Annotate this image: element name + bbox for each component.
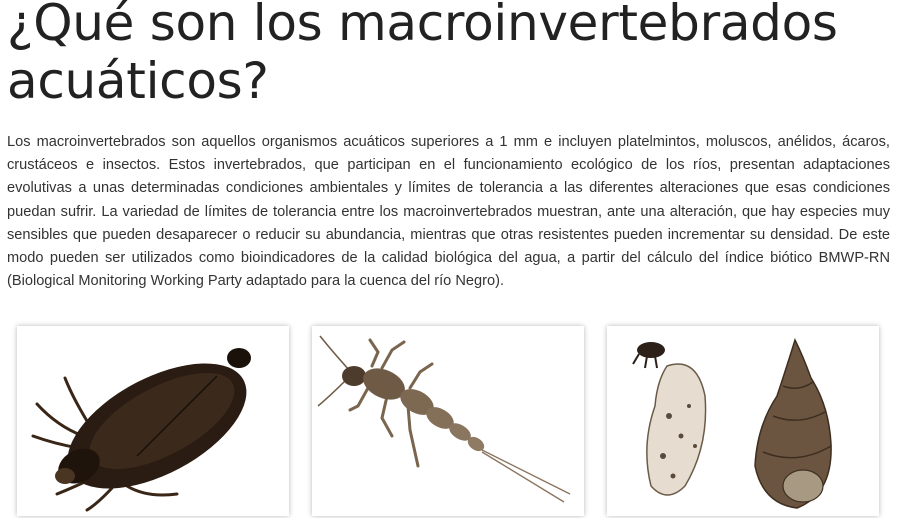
diving-beetle-icon: [17, 326, 289, 516]
gallery-card-larva-snail[interactable]: [607, 326, 879, 516]
intro-paragraph: Los macroinvertebrados son aquellos organismos acuáticos superiores a 1 mm e incluyen platelmintos, moluscos, anélidos, ácaros, crustáceos e insectos. Estos invertebrados, que participan en el funcionamiento ecológico de los ríos, presentan adaptaciones evolutivas a unas determinadas condiciones ambientales y límites de tolerancia a las diferentes alteraciones que esas condiciones puedan sufrir. La variedad de límites de tolerancia entre los macroinvertebrados muestran, ante una alteración, que hay especies muy sensibles que pueden desaparecer o reducir su abundancia, mientras que otras resistentes pueden incrementar su densidad. De este modo pueden ser utilizados como bioindicadores de la calidad biológica del agua, a partir del cálculo del índice biótico BMWP-RN (Biological Monitoring Working Party adaptado para la cuenca del río Negro).: [7, 134, 890, 290]
mayfly-nymph-icon: [312, 326, 584, 516]
gallery-card-beetle[interactable]: [17, 326, 289, 516]
larva-and-snail-icon: [607, 326, 879, 516]
image-gallery: [17, 326, 881, 518]
page-title: ¿Qué son los macroinvertebrados acuáticos?: [7, 0, 838, 110]
gallery-card-nymph[interactable]: [312, 326, 584, 516]
